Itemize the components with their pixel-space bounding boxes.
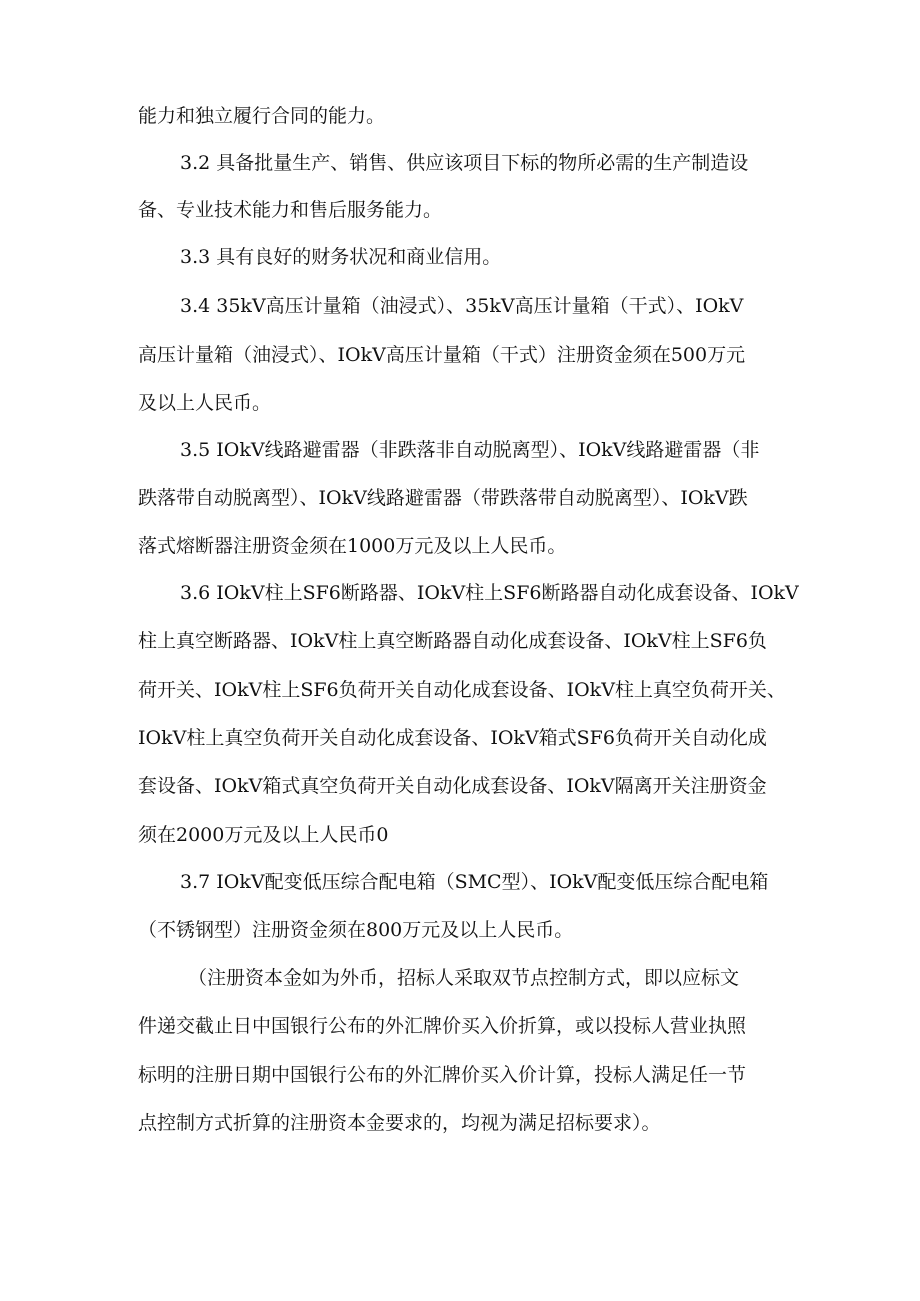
- paragraph-continuation-line: 能力和独立履行合同的能力。: [138, 105, 386, 127]
- clause-3-6-line-4: IOkV柱上真空负荷开关自动化成套设备、IOkV箱式SF6负荷开关自动化成: [138, 727, 767, 749]
- note-line-3: 标明的注册日期中国银行公布的外汇牌价买入价计算，投标人满足任一节: [138, 1064, 747, 1086]
- clause-3-4-line-3: 及以上人民币。: [138, 392, 272, 414]
- clause-3-5-line-2: 跌落带自动脱离型）、IOkV线路避雷器（带跌落带自动脱离型）、IOkV跌: [138, 487, 748, 509]
- clause-3-6-line-2: 柱上真空断路器、IOkV柱上真空断路器自动化成套设备、IOkV柱上SF6负: [138, 630, 767, 652]
- clause-3-2-line-1: 3.2 具备批量生产、销售、供应该项目下标的物所必需的生产制造设: [180, 152, 749, 174]
- clause-3-2-line-2: 备、专业技术能力和售后服务能力。: [138, 199, 443, 221]
- clause-3-6-line-1: 3.6 IOkV柱上SF6断路器、IOkV柱上SF6断路器自动化成套设备、IOkV: [180, 582, 799, 604]
- clause-3-5-line-1: 3.5 IOkV线路避雷器（非跌落非自动脱离型）、IOkV线路避雷器（非: [180, 439, 760, 461]
- clause-3-6-line-6: 须在2000万元及以上人民币0: [138, 824, 389, 846]
- note-line-1: （注册资本金如为外币，招标人采取双节点控制方式，即以应标文: [188, 967, 740, 989]
- clause-3-4-line-1: 3.4 35kV高压计量箱（油浸式）、35kV高压计量箱（干式）、IOkV: [180, 295, 744, 317]
- note-line-2: 件递交截止日中国银行公布的外汇牌价买入价折算，或以投标人营业执照: [138, 1015, 747, 1037]
- clause-3-6-line-3: 荷开关、IOkV柱上SF6负荷开关自动化成套设备、IOkV柱上真空负荷开关、: [138, 679, 786, 701]
- clause-3-3-line-1: 3.3 具有良好的财务状况和商业信用。: [180, 246, 502, 268]
- clause-3-7-line-1: 3.7 IOkV配变低压综合配电箱（SMC型）、IOkV配变低压综合配电箱: [180, 871, 769, 893]
- clause-3-6-line-5: 套设备、IOkV箱式真空负荷开关自动化成套设备、IOkV隔离开关注册资金: [138, 775, 767, 797]
- clause-3-7-line-2: （不锈钢型）注册资金须在800万元及以上人民币。: [138, 919, 574, 941]
- clause-3-4-line-2: 高压计量箱（油浸式）、IOkV高压计量箱（干式）注册资金须在500万元: [138, 344, 746, 366]
- note-line-4: 点控制方式折算的注册资本金要求的，均视为满足招标要求）。: [138, 1112, 661, 1134]
- clause-3-5-line-3: 落式熔断器注册资金须在1000万元及以上人民币。: [138, 535, 567, 557]
